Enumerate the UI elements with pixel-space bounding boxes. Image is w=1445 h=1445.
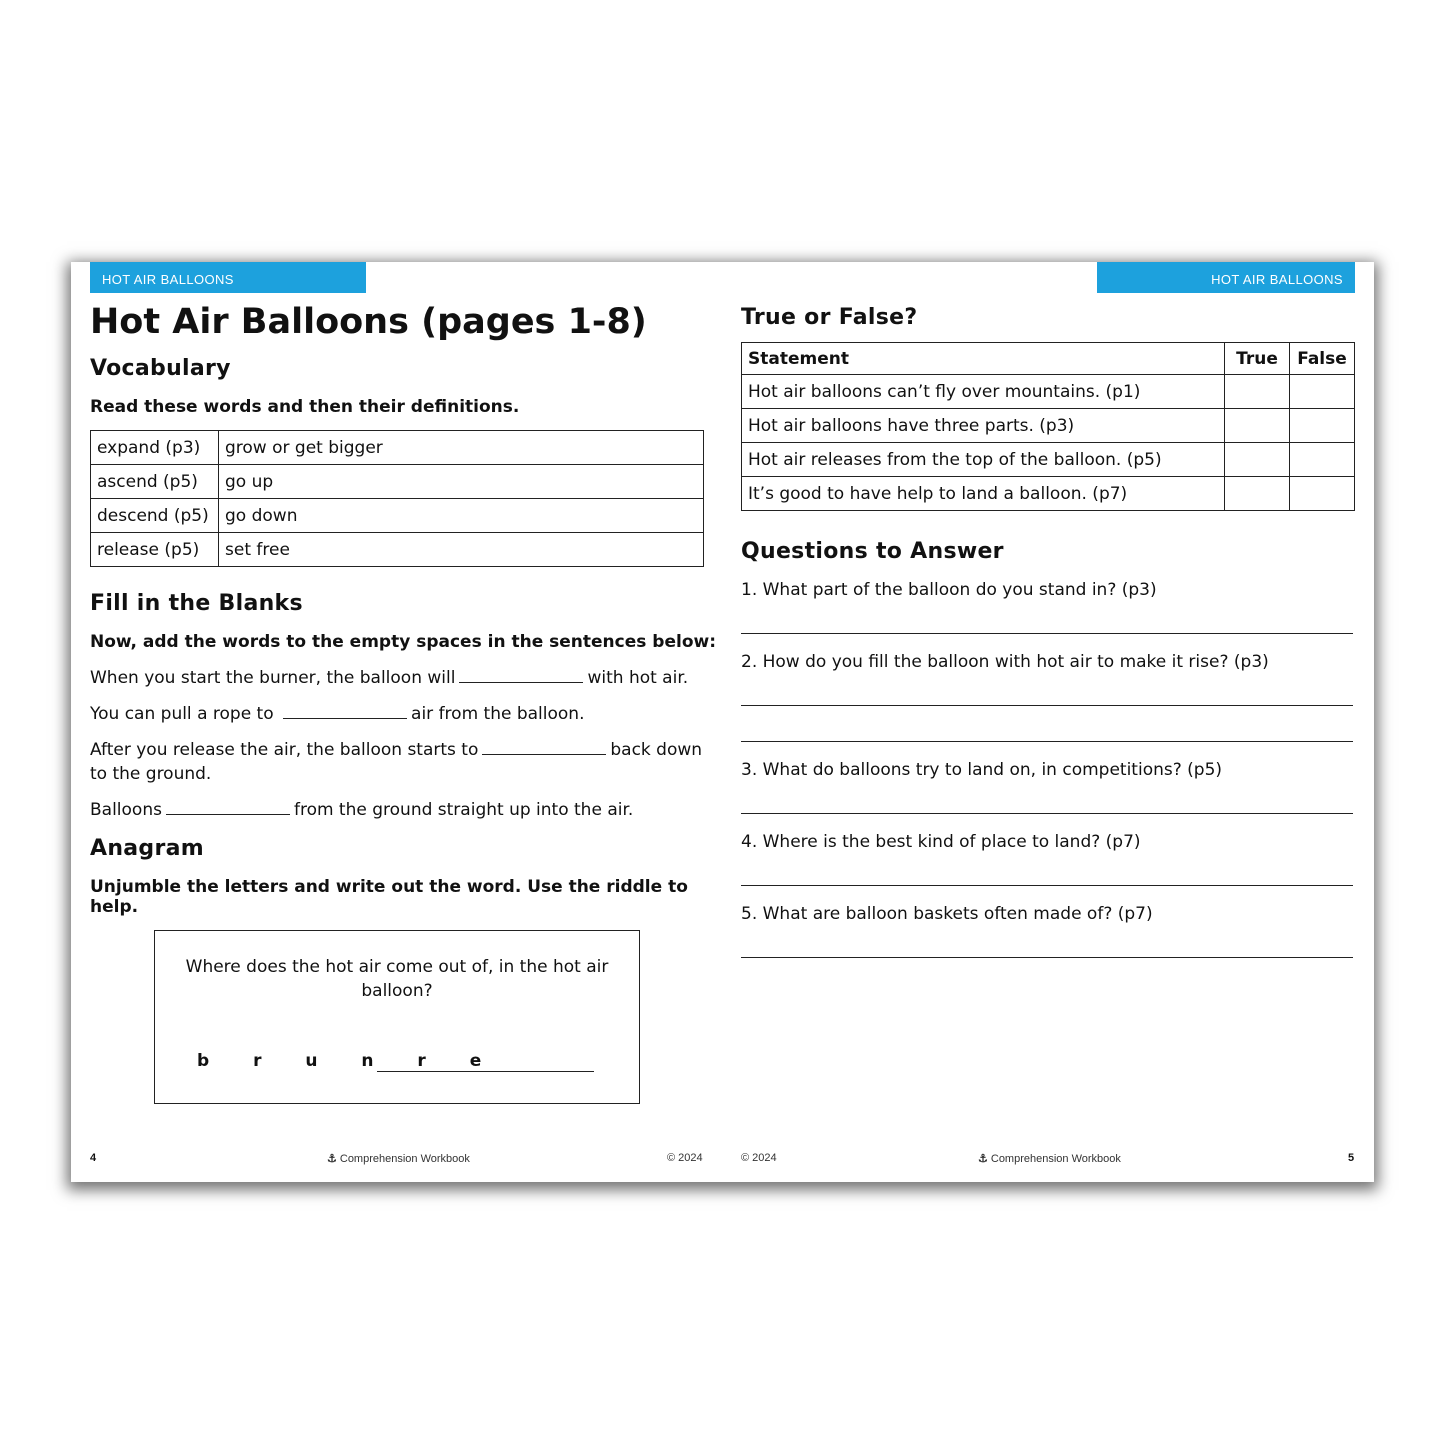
question-1: 1. What part of the balloon do you stand in? (p3) — [741, 580, 1157, 600]
vocab-word: release (p5) — [91, 533, 219, 567]
column-header: Statement — [742, 343, 1225, 375]
false-cell[interactable] — [1290, 443, 1355, 477]
workbook-spread — [71, 262, 1374, 1182]
fill-sentence — [90, 738, 704, 786]
sentence-text: from the ground straight up into the air. — [293, 800, 634, 820]
footer-brand-text: Comprehension Workbook — [990, 1153, 1121, 1165]
sentence-text: You can pull a rope to — [90, 704, 274, 724]
vocab-definition: go down — [219, 499, 704, 533]
table-row — [742, 409, 1355, 443]
statement: It’s good to have help to land a balloon. (p7) — [742, 477, 1225, 511]
footer-brand-text: Comprehension Workbook — [339, 1153, 470, 1165]
table-row — [742, 443, 1355, 477]
answer-line[interactable] — [741, 885, 1353, 886]
footer-copyright: © 2024 — [667, 1152, 703, 1164]
vocabulary-instruction: Read these words and then their definitions. — [90, 397, 520, 417]
column-header: True — [1225, 343, 1290, 375]
vocab-word: descend (p5) — [91, 499, 219, 533]
fill-blanks-heading: Fill in the Blanks — [90, 591, 303, 616]
answer-blank[interactable] — [459, 666, 583, 683]
true-false-table — [741, 342, 1355, 511]
false-cell[interactable] — [1290, 477, 1355, 511]
true-cell[interactable] — [1225, 443, 1290, 477]
answer-line[interactable] — [741, 813, 1353, 814]
right-page — [722, 262, 1374, 1182]
vocab-definition: grow or get bigger — [219, 431, 704, 465]
question-4: 4. Where is the best kind of place to land? (p7) — [741, 832, 1141, 852]
answer-line[interactable] — [741, 957, 1353, 958]
statement: Hot air balloons can’t fly over mountains. (p1) — [742, 375, 1225, 409]
table-row — [742, 375, 1355, 409]
statement: Hot air balloons have three parts. (p3) — [742, 409, 1225, 443]
table-row — [91, 499, 704, 533]
statement: Hot air releases from the top of the balloon. (p5) — [742, 443, 1225, 477]
anagram-heading: Anagram — [90, 836, 205, 861]
vocab-word: expand (p3) — [91, 431, 219, 465]
vocabulary-heading: Vocabulary — [90, 356, 231, 381]
anagram-letters: b r u n r e — [197, 1051, 501, 1071]
anagram-answer-line[interactable] — [377, 1071, 594, 1072]
footer-brand — [978, 1152, 1121, 1165]
true-false-heading: True or False? — [741, 305, 918, 330]
answer-line[interactable] — [741, 741, 1353, 742]
sentence-text: back down to the ground. — [90, 740, 703, 784]
fill-sentence — [90, 666, 704, 690]
left-page — [71, 262, 722, 1182]
vocabulary-table — [90, 430, 704, 567]
answer-blank[interactable] — [482, 738, 606, 755]
table-row — [91, 533, 704, 567]
true-cell[interactable] — [1225, 409, 1290, 443]
page-number: 4 — [90, 1152, 97, 1164]
footer-brand — [327, 1152, 470, 1165]
table-row — [91, 465, 704, 499]
vocab-definition: set free — [219, 533, 704, 567]
fill-sentence — [90, 702, 704, 726]
anchor-icon: ⚓︎ — [978, 1153, 988, 1165]
table-header-row — [742, 343, 1355, 375]
anagram-instruction: Unjumble the letters and write out the word. Use the riddle to help. — [90, 877, 688, 917]
sentence-text: After you release the air, the balloon starts to — [90, 740, 479, 760]
page-number: 5 — [1348, 1152, 1355, 1164]
vocab-word: ascend (p5) — [91, 465, 219, 499]
table-row — [91, 431, 704, 465]
sentence-text: Balloons — [90, 800, 162, 820]
question-2: 2. How do you fill the balloon with hot air to make it rise? (p3) — [741, 652, 1269, 672]
fill-sentence — [90, 798, 704, 822]
section-tag: HOT AIR BALLOONS — [1097, 262, 1355, 293]
answer-line[interactable] — [741, 705, 1353, 706]
riddle-box — [154, 930, 640, 1104]
true-cell[interactable] — [1225, 477, 1290, 511]
questions-heading: Questions to Answer — [741, 539, 1004, 564]
answer-blank[interactable] — [283, 702, 407, 719]
false-cell[interactable] — [1290, 375, 1355, 409]
section-tag: HOT AIR BALLOONS — [90, 262, 366, 293]
vocab-definition: go up — [219, 465, 704, 499]
sentence-text: with hot air. — [587, 668, 689, 688]
question-3: 3. What do balloons try to land on, in competitions? (p5) — [741, 760, 1223, 780]
anchor-icon: ⚓︎ — [327, 1153, 337, 1165]
answer-blank[interactable] — [166, 798, 290, 815]
riddle-question: Where does the hot air come out of, in the hot air balloon? — [185, 957, 609, 1001]
true-cell[interactable] — [1225, 375, 1290, 409]
table-row — [742, 477, 1355, 511]
false-cell[interactable] — [1290, 409, 1355, 443]
question-5: 5. What are balloon baskets often made of? (p7) — [741, 904, 1153, 924]
sentence-text: When you start the burner, the balloon will — [90, 668, 456, 688]
column-header: False — [1290, 343, 1355, 375]
footer-copyright: © 2024 — [741, 1152, 777, 1164]
sentence-text: air from the balloon. — [411, 704, 585, 724]
page-title: Hot Air Balloons (pages 1-8) — [90, 302, 647, 342]
fill-blanks-instruction: Now, add the words to the empty spaces in the sentences below: — [90, 632, 717, 652]
answer-line[interactable] — [741, 633, 1353, 634]
